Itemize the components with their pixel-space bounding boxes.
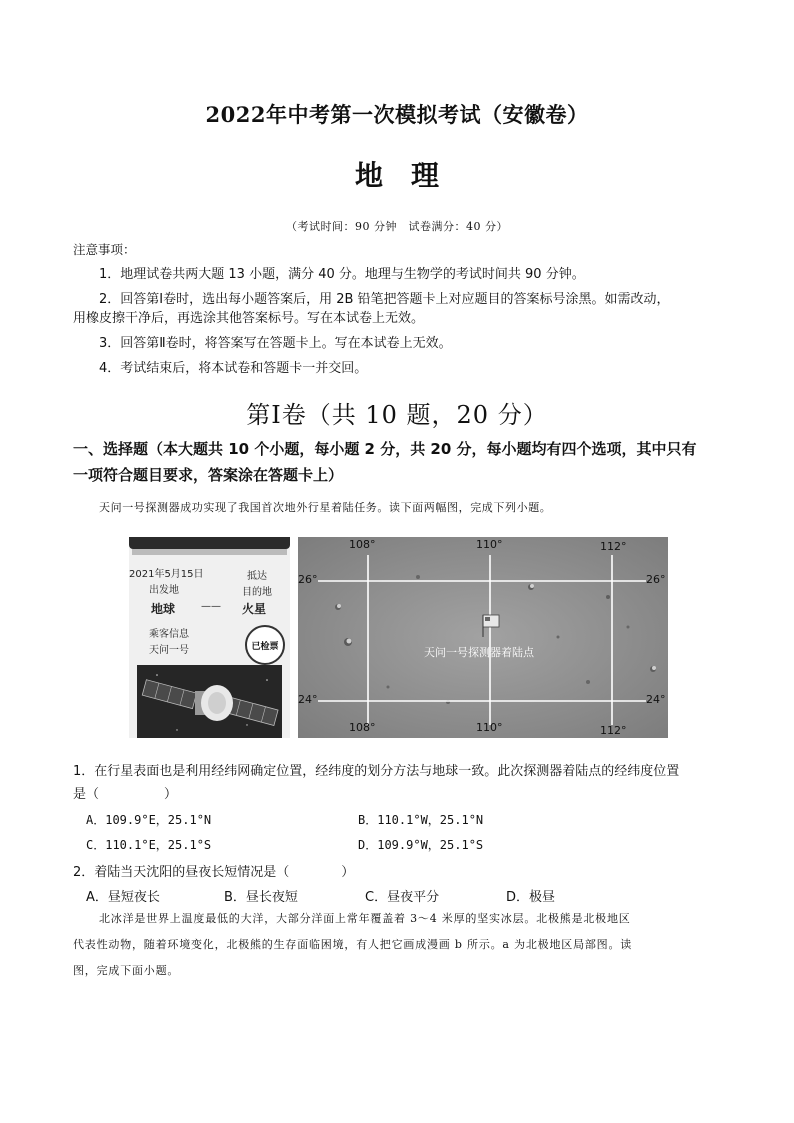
q1-option-b: B．110.1°W，25.1°N [358,813,484,827]
q1-option-c: C．110.1°E，25.1°S [86,838,212,852]
passage-line: 图，完成下面小题。 [73,964,180,977]
exam-title: 2022年中考第一次模拟考试（安徽卷） [205,102,589,127]
lon-label-110-bottom: 110° [476,721,503,734]
lon-label-108-top: 108° [349,538,376,551]
section-heading [73,436,723,488]
notice-item: 1．地理试卷共两大题 13 小题，满分 40 分。地理与生物学的考试时间共 90 分钟。 [99,267,585,282]
passage-line: 代表性动物，随着环境变化，北极熊的生存面临困境，有人把它画成漫画 b 所示。a 为北极地区局部图。读 [73,938,633,951]
lat-label-24-right: 24° [646,693,666,706]
ticket-dest-label: 目的地 [242,587,272,598]
spacecraft-image [137,665,282,738]
notice-heading: 注意事项： [73,242,136,257]
section-line: 一项符合题目要求，答案涂在答题卡上） [73,466,344,484]
ticket-top-strip [132,549,287,555]
lat-label-26-left: 26° [298,573,318,586]
boarding-ticket-figure [129,537,290,738]
ticket-passenger-label: 乘客信息 [149,629,189,640]
ticket-destination: 火星 [242,602,267,616]
q1-option-d: D．109.9°W，25.1°S [358,838,484,852]
lat-label-24-left: 24° [298,693,318,706]
section-line: 一、选择题（本大题共 10 个小题，每小题 2 分，共 20 分，每小题均有四个选项，其中只有 [73,440,697,458]
landing-site-label: 天问一号探测器着陆点 [424,646,534,659]
notice-item: 2．回答第Ⅰ卷时，选出每小题答案后，用 2B 铅笔把答题卡上对应题目的答案标号涂黑。如需改动， [99,292,670,307]
q2-option-a: A．昼短夜长 [86,890,160,905]
q1-stem-line1: 1．在行星表面也是利用经纬网确定位置，经纬度的划分方法与地球一致。此次探测器着陆点的经纬度位置 [73,764,680,779]
lon-label-112-top: 112° [600,540,627,553]
ticket-origin: 地球 [151,602,176,616]
notice-item: 4．考试结束后，将本试卷和答题卡一并交回。 [99,361,368,376]
ticket-passenger: 天问一号 [149,645,189,656]
lat-label-26-right: 26° [646,573,666,586]
ticket-dash: —— [201,601,221,612]
q2-option-c: C．昼夜平分 [365,890,440,905]
q2-option-b: B．昼长夜短 [224,890,298,905]
ticket-depart-label: 出发地 [149,585,179,596]
lon-label-112-bottom: 112° [600,724,627,737]
ticket-top-bar [129,537,290,549]
checked-stamp: 已检票 [245,625,285,665]
notice-list [73,265,723,378]
volume-title: 第Ⅰ卷（共 10 题，20 分） [246,401,548,429]
q2-stem: 2．着陆当天沈阳的昼夜长短情况是（ ） [73,865,355,880]
exam-info: （考试时间：90 分钟 试卷满分：40 分） [286,220,508,233]
lon-label-110-top: 110° [476,538,503,551]
ticket-date: 2021年5月15日 [129,569,204,580]
landing-site-map [298,537,668,738]
lon-label-108-bottom: 108° [349,721,376,734]
notice-item: 3．回答第Ⅱ卷时，将答案写在答题卡上。写在本试卷上无效。 [99,336,452,351]
notice-item: 用橡皮擦干净后，再选涂其他答案标号。写在本试卷上无效。 [73,311,425,326]
arctic-passage [73,906,723,984]
passage-line: 北冰洋是世界上温度最低的大洋，大部分洋面上常年覆盖着 3～4 米厚的坚实冰层。北极熊是北极地区 [99,912,631,925]
ticket-arrive-label: 抵达 [247,571,267,582]
question-intro: 天问一号探测器成功实现了我国首次地外行星着陆任务。读下面两幅图，完成下列小题。 [99,501,552,514]
q2-option-d: D．极昼 [506,890,556,905]
q1-option-a: A．109.9°E，25.1°N [86,813,212,827]
subject-title: 地理 [354,159,467,192]
q1-stem-line2: 是（ ） [73,787,178,802]
